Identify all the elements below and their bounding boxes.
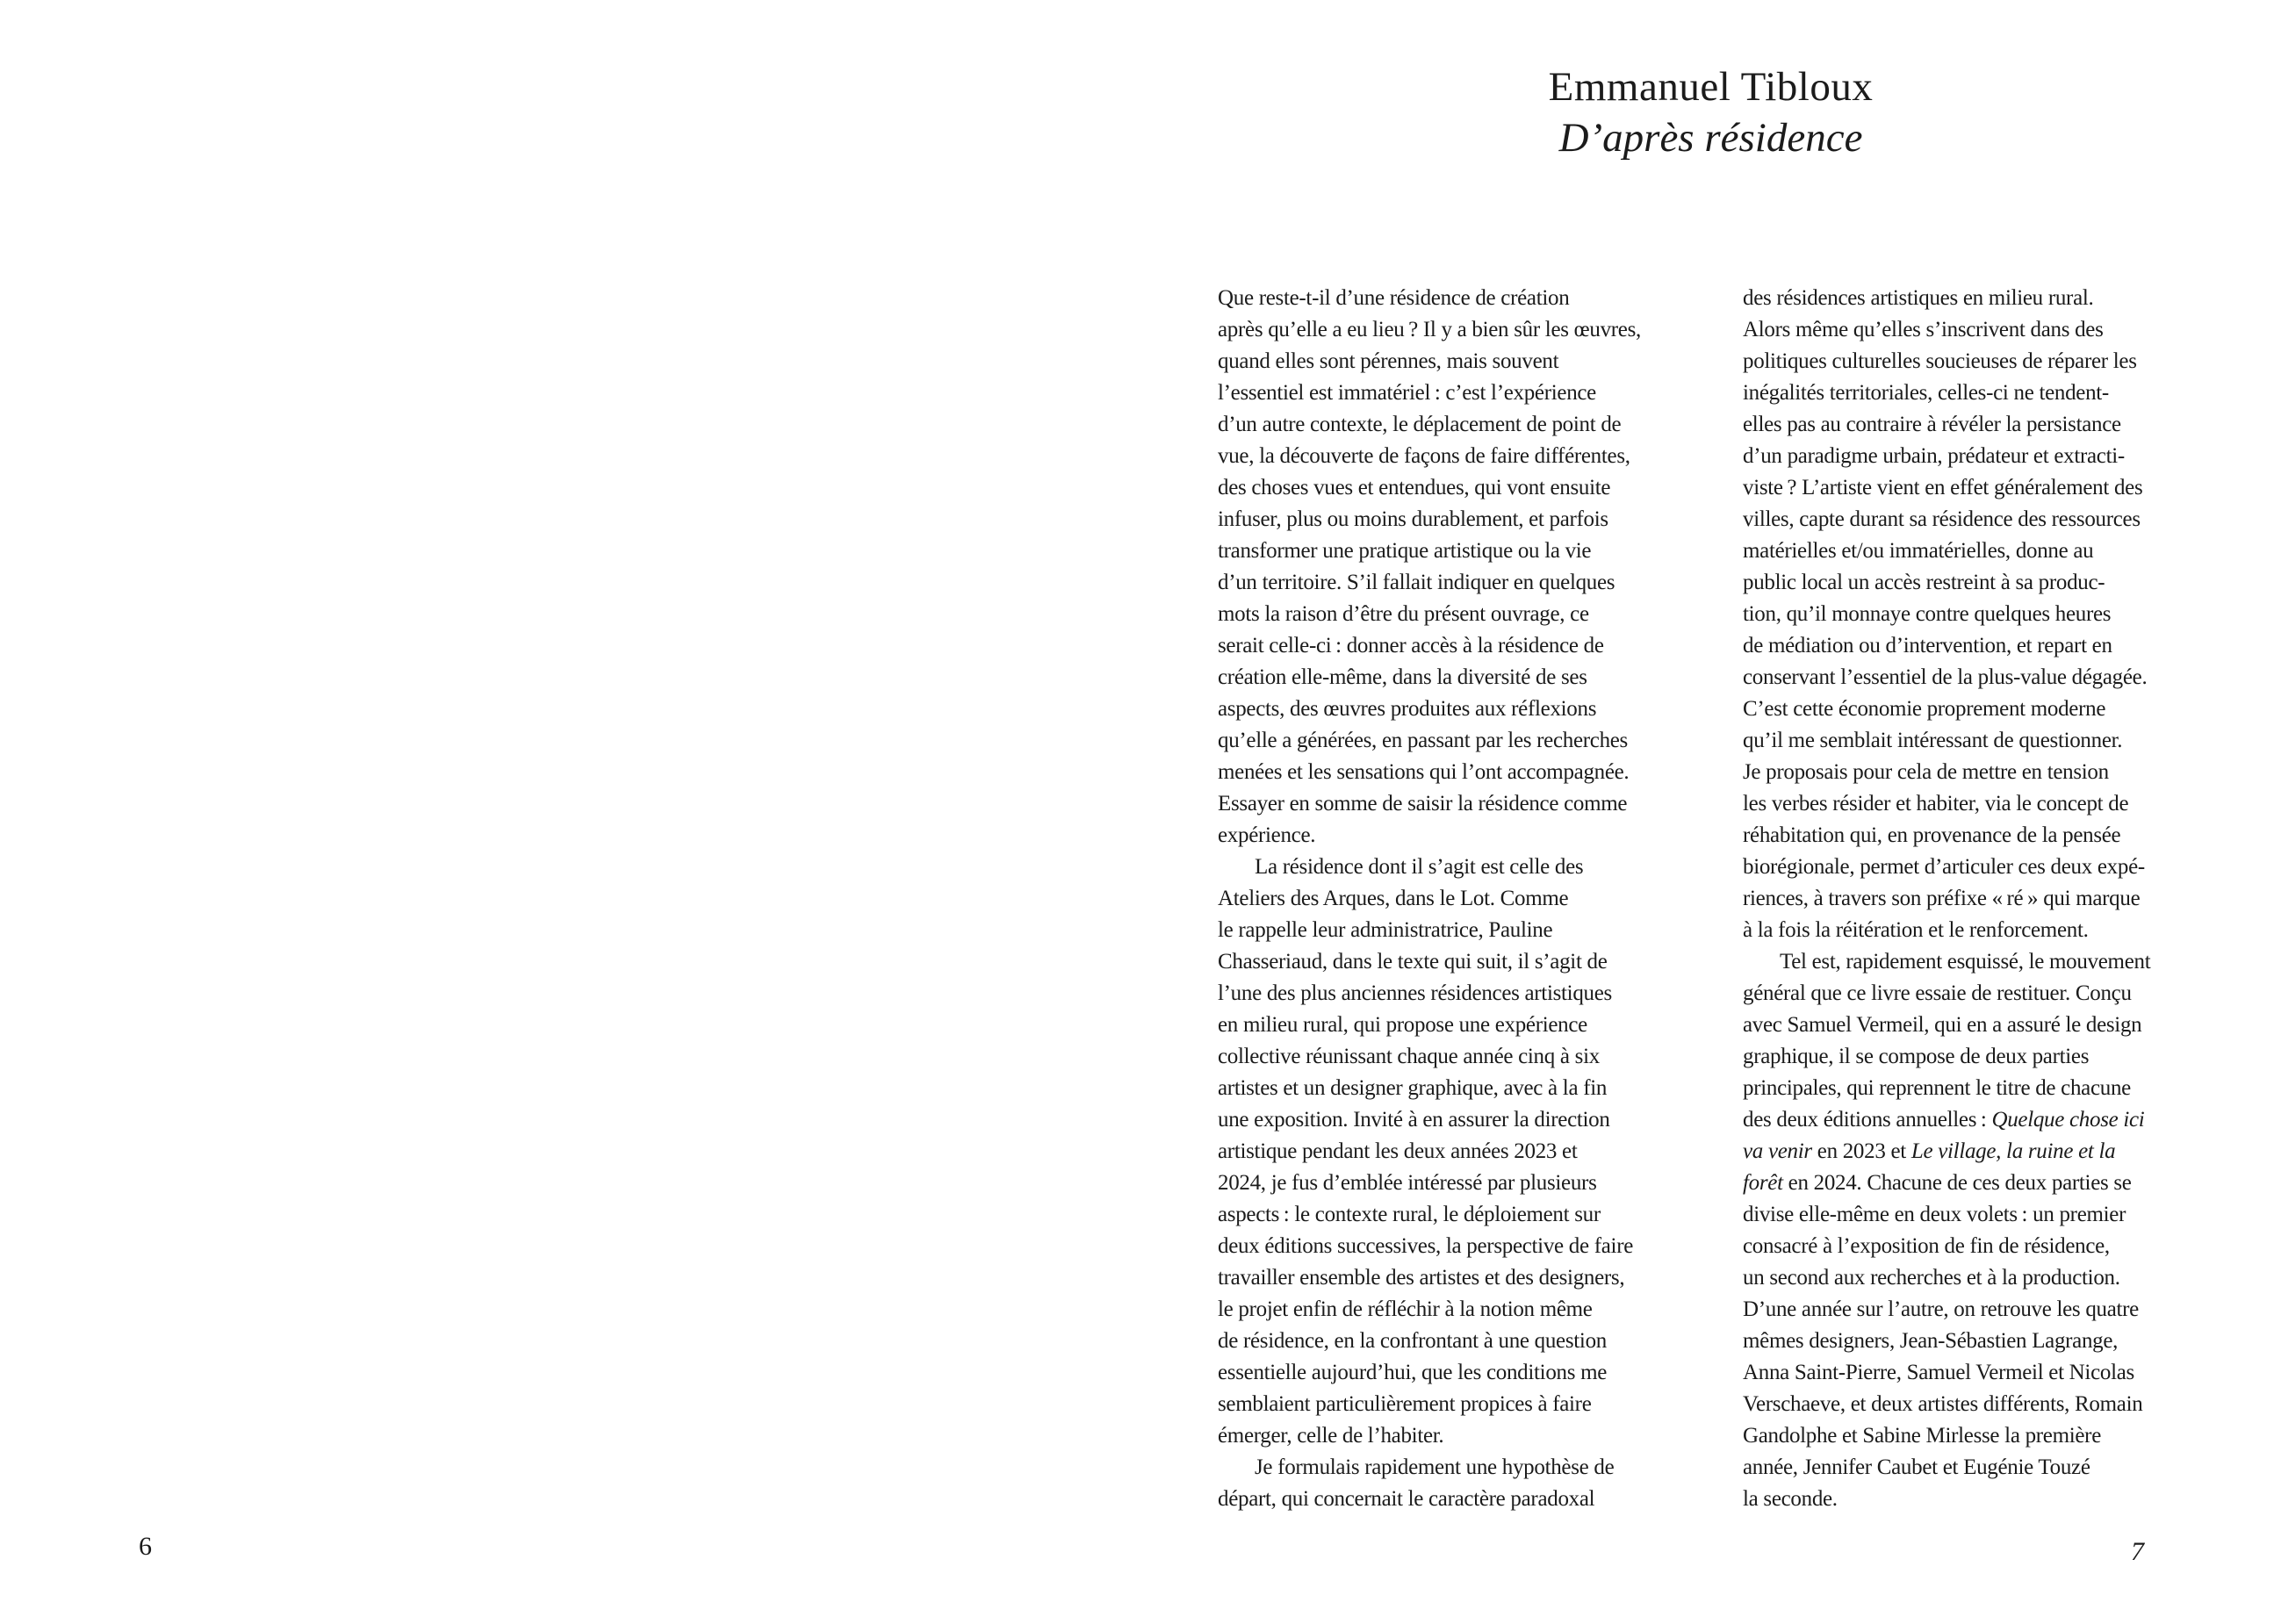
text-line — [1743, 1294, 2250, 1326]
text-run: en 2023 et — [1811, 1139, 1911, 1163]
text-run: principales, qui reprennent le titre de chacune — [1743, 1076, 2131, 1100]
text-line — [1743, 1262, 2250, 1294]
text-line — [1218, 1262, 1725, 1294]
text-line — [1218, 725, 1725, 757]
text-line — [1743, 599, 2250, 630]
text-line — [1743, 1168, 2250, 1199]
text-run: public local un accès restreint à sa produc- — [1743, 571, 2105, 594]
text-run: 2024, je fus d’emblée intéressé par plusieurs — [1218, 1171, 1597, 1195]
text-run: des choses vues et entendues, qui vont ensuite — [1218, 476, 1611, 499]
text-run: d’un paradigme urbain, prédateur et extracti- — [1743, 444, 2125, 468]
text-line — [1218, 1452, 1725, 1484]
text-line — [1743, 1357, 2250, 1389]
text-line — [1743, 852, 2250, 883]
text-column-right — [1743, 283, 2250, 1515]
text-line — [1743, 1199, 2250, 1231]
text-run: biorégionale, permet d’articuler ces deux expé- — [1743, 855, 2145, 879]
text-line — [1218, 599, 1725, 630]
text-run: riences, à travers son préfixe « ré » qui marque — [1743, 887, 2141, 910]
text-run: transformer une pratique artistique ou la vie — [1218, 539, 1592, 563]
text-run: Que reste-t-il d’une résidence de création — [1218, 286, 1570, 310]
text-line — [1218, 504, 1725, 535]
text-run: l’une des plus anciennes résidences artistiques — [1218, 981, 1612, 1005]
text-line — [1218, 820, 1725, 852]
page-number-right: 7 — [2131, 1537, 2144, 1566]
text-line — [1218, 1294, 1725, 1326]
text-run: d’un autre contexte, le déplacement de point de — [1218, 413, 1622, 436]
italic-text-run: va venir — [1743, 1139, 1812, 1163]
text-run: en 2024. Chacune de ces deux parties se — [1782, 1171, 2132, 1195]
text-line — [1218, 1010, 1725, 1041]
text-line — [1743, 1073, 2250, 1104]
text-run: elles pas au contraire à révéler la persistance — [1743, 413, 2121, 436]
text-line — [1743, 820, 2250, 852]
text-run: mêmes designers, Jean-Sébastien Lagrange, — [1743, 1329, 2119, 1353]
text-run: des deux éditions annuelles : — [1743, 1108, 1992, 1132]
text-run: le projet enfin de réfléchir à la notion même — [1218, 1297, 1593, 1321]
text-run: général que ce livre essaie de restituer. Conçu — [1743, 981, 2132, 1005]
text-run: mots la raison d’être du présent ouvrage, ce — [1218, 602, 1589, 626]
text-line — [1218, 1326, 1725, 1357]
text-run: essentielle aujourd’hui, que les conditions me — [1218, 1361, 1608, 1384]
text-run: réhabitation qui, en provenance de la pensée — [1743, 823, 2121, 847]
text-line — [1218, 946, 1725, 978]
text-line — [1218, 1231, 1725, 1262]
text-line — [1743, 1484, 2250, 1515]
text-run: qu’elle a générées, en passant par les recherches — [1218, 729, 1628, 752]
text-line — [1743, 757, 2250, 788]
text-run: Tel est, rapidement esquissé, le mouvement — [1780, 950, 2151, 974]
text-line — [1218, 662, 1725, 693]
text-line — [1743, 535, 2250, 567]
text-line — [1218, 1484, 1725, 1515]
text-run: Chasseriaud, dans le texte qui suit, il s’agit de — [1218, 950, 1608, 974]
text-line — [1743, 1041, 2250, 1073]
text-line — [1218, 1420, 1725, 1452]
text-run: quand elles sont pérennes, mais souvent — [1218, 349, 1559, 373]
text-line — [1743, 441, 2250, 472]
text-line — [1743, 662, 2250, 693]
text-line — [1743, 314, 2250, 346]
text-line — [1218, 535, 1725, 567]
text-line — [1743, 725, 2250, 757]
text-run: villes, capte durant sa résidence des ressources — [1743, 507, 2141, 531]
text-run: artistique pendant les deux années 2023 et — [1218, 1139, 1578, 1163]
text-run: deux éditions successives, la perspective de faire — [1218, 1234, 1634, 1258]
text-line — [1218, 1357, 1725, 1389]
text-run: D’une année sur l’autre, on retrouve les quatre — [1743, 1297, 2139, 1321]
text-run: aspects, des œuvres produites aux réflexions — [1218, 697, 1597, 721]
text-run: semblaient particulièrement propices à faire — [1218, 1392, 1592, 1416]
text-run: serait celle-ci : donner accès à la résidence de — [1218, 634, 1604, 658]
text-line — [1218, 1041, 1725, 1073]
text-line — [1743, 883, 2250, 915]
text-line — [1743, 1452, 2250, 1484]
text-run: consacré à l’exposition de fin de résidence, — [1743, 1234, 2110, 1258]
text-line — [1218, 314, 1725, 346]
text-run: artistes et un designer graphique, avec à la fin — [1218, 1076, 1608, 1100]
italic-text-run: forêt — [1743, 1171, 1783, 1195]
text-run: Je formulais rapidement une hypothèse de — [1255, 1455, 1615, 1479]
text-line — [1218, 409, 1725, 441]
italic-text-run: Le village, la ruine et la — [1910, 1139, 2116, 1163]
text-line — [1743, 409, 2250, 441]
text-line — [1218, 693, 1725, 725]
text-run: les verbes résider et habiter, via le concept de — [1743, 792, 2129, 816]
text-run: Je proposais pour cela de mettre en tension — [1743, 760, 2109, 784]
text-run: un second aux recherches et à la production. — [1743, 1266, 2120, 1290]
text-run: départ, qui concernait le caractère paradoxal — [1218, 1487, 1595, 1511]
text-line — [1743, 946, 2250, 978]
text-run: à la fois la réitération et le renforcement. — [1743, 918, 2089, 942]
text-line — [1218, 472, 1725, 504]
text-run: une exposition. Invité à en assurer la direction — [1218, 1108, 1610, 1132]
text-run: politiques culturelles soucieuses de réparer les — [1743, 349, 2137, 373]
text-line — [1218, 377, 1725, 409]
text-column-left — [1218, 283, 1725, 1515]
text-run: tion, qu’il monnaye contre quelques heures — [1743, 602, 2112, 626]
text-run: vue, la découverte de façons de faire différentes, — [1218, 444, 1630, 468]
text-run: travailler ensemble des artistes et des designers, — [1218, 1266, 1625, 1290]
page-number-left: 6 — [139, 1532, 152, 1561]
text-line — [1743, 377, 2250, 409]
text-run: infuser, plus ou moins durablement, et parfois — [1218, 507, 1608, 531]
text-line — [1743, 978, 2250, 1010]
text-line — [1743, 1231, 2250, 1262]
text-line — [1743, 504, 2250, 535]
text-run: matérielles et/ou immatérielles, donne au — [1743, 539, 2094, 563]
chapter-author: Emmanuel Tibloux — [1548, 64, 1874, 110]
text-run: La résidence dont il s’agit est celle des — [1255, 855, 1584, 879]
text-run: Essayer en somme de saisir la résidence comme — [1218, 792, 1628, 816]
text-line — [1218, 346, 1725, 377]
text-run: d’un territoire. S’il fallait indiquer en quelques — [1218, 571, 1615, 594]
italic-text-run: Quelque chose ici — [1991, 1108, 2145, 1132]
text-line — [1743, 1104, 2250, 1136]
text-line — [1218, 283, 1725, 314]
text-run: conservant l’essentiel de la plus-value dégagée. — [1743, 665, 2148, 689]
text-run: année, Jennifer Caubet et Eugénie Touzé — [1743, 1455, 2090, 1479]
text-run: des résidences artistiques en milieu rural. — [1743, 286, 2094, 310]
text-run: inégalités territoriales, celles-ci ne tendent- — [1743, 381, 2109, 405]
text-run: collective réunissant chaque année cinq à six — [1218, 1045, 1600, 1068]
text-line — [1218, 788, 1725, 820]
text-line — [1743, 472, 2250, 504]
text-line — [1743, 1420, 2250, 1452]
text-run: Verschaeve, et deux artistes différents, Romain — [1743, 1392, 2143, 1416]
text-run: de médiation ou d’intervention, et repart en — [1743, 634, 2112, 658]
text-line — [1218, 852, 1725, 883]
text-line — [1743, 788, 2250, 820]
text-line — [1218, 567, 1725, 599]
text-run: C’est cette économie proprement moderne — [1743, 697, 2106, 721]
text-run: viste ? L’artiste vient en effet généralement des — [1743, 476, 2143, 499]
text-run: menées et les sensations qui l’ont accompagnée. — [1218, 760, 1630, 784]
text-line — [1743, 1010, 2250, 1041]
text-line — [1218, 757, 1725, 788]
text-line — [1218, 1136, 1725, 1168]
chapter-title: D’après résidence — [1558, 115, 1863, 161]
text-line — [1743, 693, 2250, 725]
text-line — [1218, 1199, 1725, 1231]
text-line — [1218, 978, 1725, 1010]
text-line — [1218, 630, 1725, 662]
text-run: aspects : le contexte rural, le déploiement sur — [1218, 1203, 1601, 1226]
text-line — [1218, 1104, 1725, 1136]
text-line — [1743, 346, 2250, 377]
text-run: avec Samuel Vermeil, qui en a assuré le design — [1743, 1013, 2142, 1037]
text-run: le rappelle leur administratrice, Pauline — [1218, 918, 1553, 942]
text-run: l’essentiel est immatériel : c’est l’expérience — [1218, 381, 1596, 405]
text-run: divise elle-même en deux volets : un premier — [1743, 1203, 2126, 1226]
text-run: Alors même qu’elles s’inscrivent dans des — [1743, 318, 2104, 341]
text-line — [1743, 567, 2250, 599]
text-line — [1218, 441, 1725, 472]
text-run: Gandolphe et Sabine Mirlesse la première — [1743, 1424, 2101, 1448]
text-run: Anna Saint-Pierre, Samuel Vermeil et Nicolas — [1743, 1361, 2134, 1384]
text-line — [1743, 283, 2250, 314]
text-line — [1743, 1326, 2250, 1357]
text-run: qu’il me semblait intéressant de questionner. — [1743, 729, 2123, 752]
text-run: la seconde. — [1743, 1487, 1838, 1511]
text-run: émerger, celle de l’habiter. — [1218, 1424, 1444, 1448]
text-run: en milieu rural, qui propose une expérience — [1218, 1013, 1587, 1037]
text-run: création elle-même, dans la diversité de ses — [1218, 665, 1587, 689]
text-line — [1218, 1168, 1725, 1199]
text-line — [1218, 915, 1725, 946]
text-run: après qu’elle a eu lieu ? Il y a bien sûr les œuvres, — [1218, 318, 1641, 341]
text-line — [1743, 1136, 2250, 1168]
text-line — [1218, 1073, 1725, 1104]
page-right — [1140, 0, 2281, 1624]
text-line — [1743, 630, 2250, 662]
text-line — [1218, 883, 1725, 915]
text-run: expérience. — [1218, 823, 1316, 847]
text-line — [1743, 1389, 2250, 1420]
text-run: de résidence, en la confrontant à une question — [1218, 1329, 1607, 1353]
text-run: Ateliers des Arques, dans le Lot. Comme — [1218, 887, 1569, 910]
text-line — [1218, 1389, 1725, 1420]
text-run: graphique, il se compose de deux parties — [1743, 1045, 2090, 1068]
text-line — [1743, 915, 2250, 946]
page-left — [0, 0, 1140, 1624]
